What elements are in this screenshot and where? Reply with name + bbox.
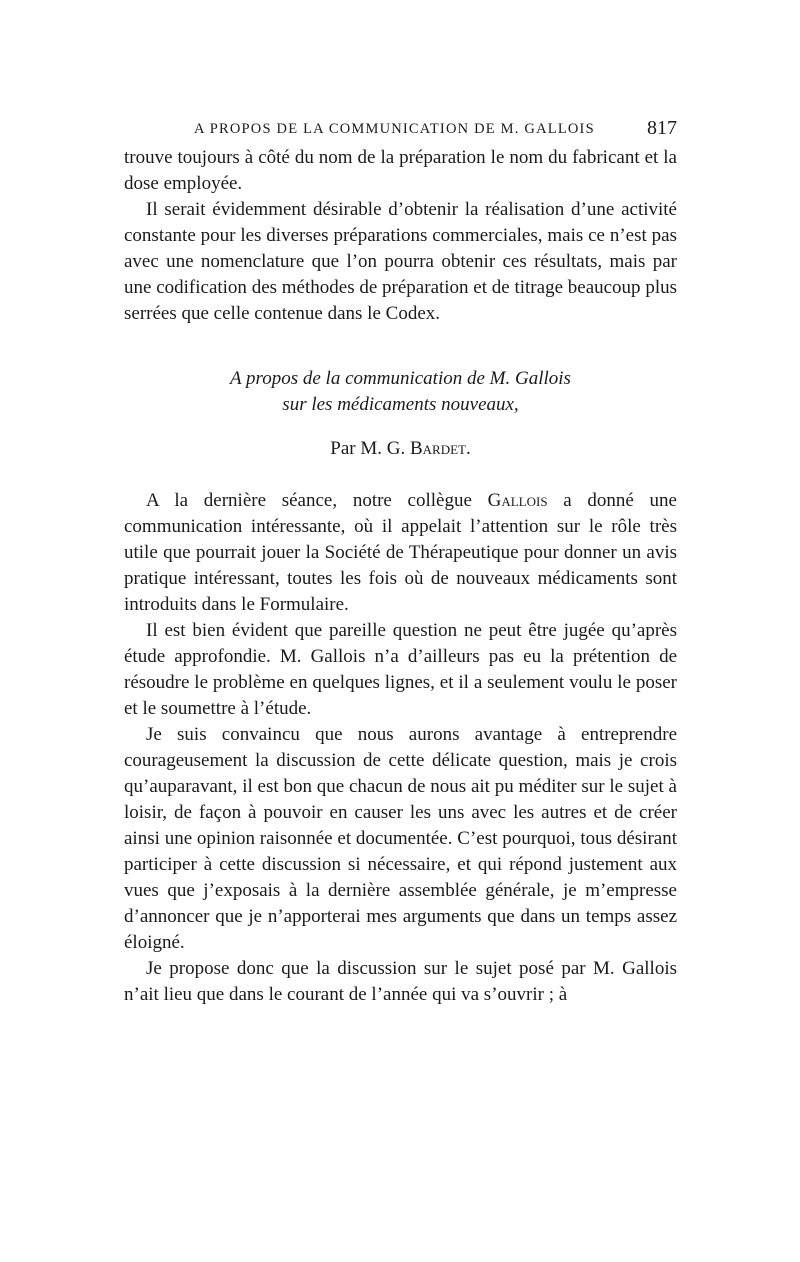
article-body [124,488,677,1008]
page-content [124,115,677,1008]
running-head-title: A PROPOS DE LA COMMUNICATION DE M. GALLOIS [194,121,595,137]
continuation-text [124,145,677,327]
paragraph-1-end: a donné une communication intéressante, où il appelait l’attention sur le rôle très utile que pourrait jouer la Société de Thérapeutique pour donner un avis pratique intéressant, toutes les fois où de nouveaux médicaments sont introduits dans le Formulaire. [124,490,677,615]
article-title-line-2: sur les médicaments nouveaux, [282,394,519,415]
paragraph-1-name: Gallois [487,490,548,511]
article-paragraph-2: Il est bien évident que pareille question ne peut être jugée qu’après étude approfondie. M. Gallois n’a d’ailleurs pas eu la prétention de résoudre le problème en quelques lignes, et il a seulement voulu le poser et le soumettre à l’étude. [124,620,677,719]
continuation-paragraph-1: trouve toujours à côté du nom de la préparation le nom du fabricant et la dose employée. [124,147,677,194]
page-number: 817 [647,117,677,139]
running-head [124,115,677,145]
article-paragraph-4: Je propose donc que la discussion sur le sujet posé par M. Gallois n’ait lieu que dans le courant de l’année qui va s’ouvrir ; à [124,958,677,1005]
article-title-line-1: A propos de la communication de M. Gallois [230,368,571,389]
article-paragraph-3: Je suis convaincu que nous aurons avantage à entreprendre courageusement la discussion de cette délicate question, mais je crois qu’auparavant, il est bon que chacun de nous ait pu méditer sur le sujet à loisir, de façon à pouvoir en causer les uns avec les autres et de créer ainsi une opinion raisonnée et documentée. C’est pourquoi, tous désirant participer à cette discussion si nécessaire, et qui répond justement aux vues que j’exposais à la dernière assemblée générale, je m’empresse d’annoncer que je n’apporterai mes arguments que dans un temps assez éloigné. [124,724,677,953]
article-paragraph-1 [124,488,677,618]
article-byline [124,436,677,462]
paragraph-1-start: A la dernière séance, notre collègue [146,490,488,511]
byline-author: Bardet. [409,438,471,459]
article-heading [124,366,677,462]
byline-prefix: Par M. G. [330,438,410,459]
continuation-paragraph-2: Il serait évidemment désirable d’obtenir la réalisation d’une activité constante pour les diverses préparations commerciales, mais ce n’est pas avec une nomenclature que l’on pourra obtenir ces résultats, mais par une codification des méthodes de préparation et de titrage beaucoup plus serrées que celle contenue dans le Codex. [124,199,677,324]
